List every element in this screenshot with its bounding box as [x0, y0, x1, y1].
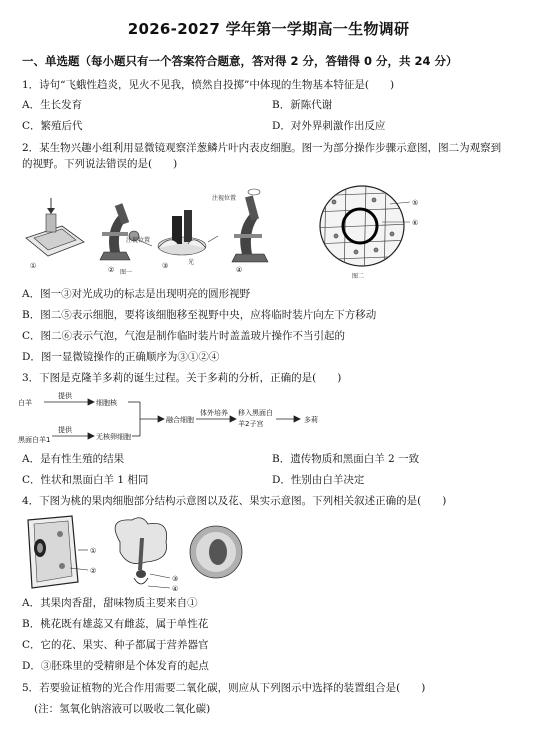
label-6: ⑥ [412, 219, 419, 227]
flow-provide-2: 提供 [58, 426, 72, 434]
q3-stem: 3．下图是克隆羊多莉的诞生过程。关于多莉的分析，正确的是( ) [22, 372, 342, 384]
q1-option-d: D．对外界刺激作出反应 [272, 120, 386, 132]
peach-flower-illustration [115, 518, 170, 588]
q1-stem: 1．诗句“飞蛾性趋炎，见火不见我，愤然自投掷”中体现的生物基本特征是( ) [22, 79, 395, 91]
q4-option-b: B．桃花既有雄蕊又有雌蕊，属于单性花 [22, 618, 209, 630]
q2-option-b: B．图二⑤表示细胞，要将该细胞移至视野中央，应将临时装片向左下方移动 [22, 309, 377, 321]
figure-microscope-steps [22, 186, 277, 276]
label-1: ① [90, 547, 97, 555]
figure-peach-structures [20, 512, 260, 594]
q1-option-a: A．生长发育 [22, 99, 83, 111]
q2-stem-line1: 2．某生物兴趣小组利用显微镜观察洋葱鳞片叶内表皮细胞。图一为部分操作步骤示意图，图二为观察到 [22, 142, 502, 154]
step4-observe-illustration [232, 189, 268, 262]
flow-transfer-line1: 移入黑面白 [238, 409, 273, 417]
q3-option-b: B．遗传物质和黑面白羊 2 一致 [272, 453, 420, 465]
flow-dolly: 多莉 [304, 416, 318, 424]
figure-field-of-view [312, 182, 432, 282]
step2-number: ② [108, 266, 115, 274]
label-2: ② [90, 567, 97, 575]
exam-title: 2026-2027 学年第一学期高一生物调研 [127, 20, 410, 38]
q4-stem: 4．下图为桃的果肉细胞部分结构示意图以及花、果实示意图。下列相关叙述正确的是( ) [22, 495, 447, 507]
light-label: 光 [188, 259, 195, 266]
q2-option-c: C．图二⑥表示气泡，气泡是制作临时装片时盖盖玻片操作不当引起的 [22, 330, 346, 342]
flow-enucleated-egg: 无核卵细胞 [96, 433, 131, 441]
step4-number: ④ [236, 266, 243, 274]
q1-option-c: C．繁殖后代 [22, 120, 83, 132]
step1-number: ① [30, 262, 37, 270]
q4-option-c: C．它的花、果实、种子都属于营养器官 [22, 639, 209, 651]
q3-option-c: C．性状和黑面白羊 1 相同 [22, 474, 149, 486]
q3-option-a: A．是有性生殖的结果 [22, 453, 125, 465]
label-5: ⑤ [412, 199, 419, 207]
flow-transfer-line2: 羊2子宫 [238, 420, 264, 428]
q4-option-d: D．③胚珠里的受精卵是个体发育的起点 [22, 660, 209, 672]
label-3: ③ [172, 575, 179, 583]
q5-stem: 5．若要验证植物的光合作用需要二氧化碳，则应从下列图示中选择的装置组合是( ) [22, 682, 426, 694]
flow-in-vitro-culture: 体外培养 [200, 409, 228, 417]
peach-fruit-illustration [190, 526, 242, 578]
step3-number: ③ [162, 262, 169, 270]
flow-nucleus: 细胞核 [96, 399, 117, 407]
q2-stem-line2: 的视野。下列说法错误的是( ) [22, 158, 178, 170]
flow-fused-cell: 融合细胞 [166, 416, 194, 424]
flow-white-sheep: 白羊 [18, 399, 32, 407]
q3-option-d: D．性别由白羊决定 [272, 474, 365, 486]
section-heading: 一、单选题（每小题只有一个答案符合题意，答对得 2 分，答错得 0 分，共 24 分） [22, 54, 458, 68]
peach-cell-illustration [28, 516, 88, 588]
step1-slide-illustration [26, 198, 84, 256]
step3-light-illustration [158, 210, 218, 255]
q2-option-a: A．图一③对光成功的标志是出现明亮的圆形视野 [22, 288, 251, 300]
q2-option-d: D．图一显微镜操作的正确顺序为③①②④ [22, 351, 220, 363]
step2-focus-illustration [100, 203, 152, 260]
flow-black-sheep-1: 黑面白羊1 [18, 436, 51, 444]
figure-cloning-flow [18, 390, 338, 448]
watch-position-label-1: 注视位置 [126, 237, 151, 244]
q5-note: (注：氢氧化钠溶液可以吸收二氧化碳) [34, 703, 211, 715]
figure2-caption: 图二 [352, 273, 365, 280]
watch-position-label-2: 注视位置 [212, 195, 237, 202]
label-4: ④ [172, 585, 179, 593]
figure1-caption: 图一 [120, 269, 133, 276]
flow-provide-1: 提供 [58, 392, 72, 400]
q1-option-b: B．新陈代谢 [272, 99, 333, 111]
q4-option-a: A．其果肉香甜，甜味物质主要来自① [22, 597, 198, 609]
